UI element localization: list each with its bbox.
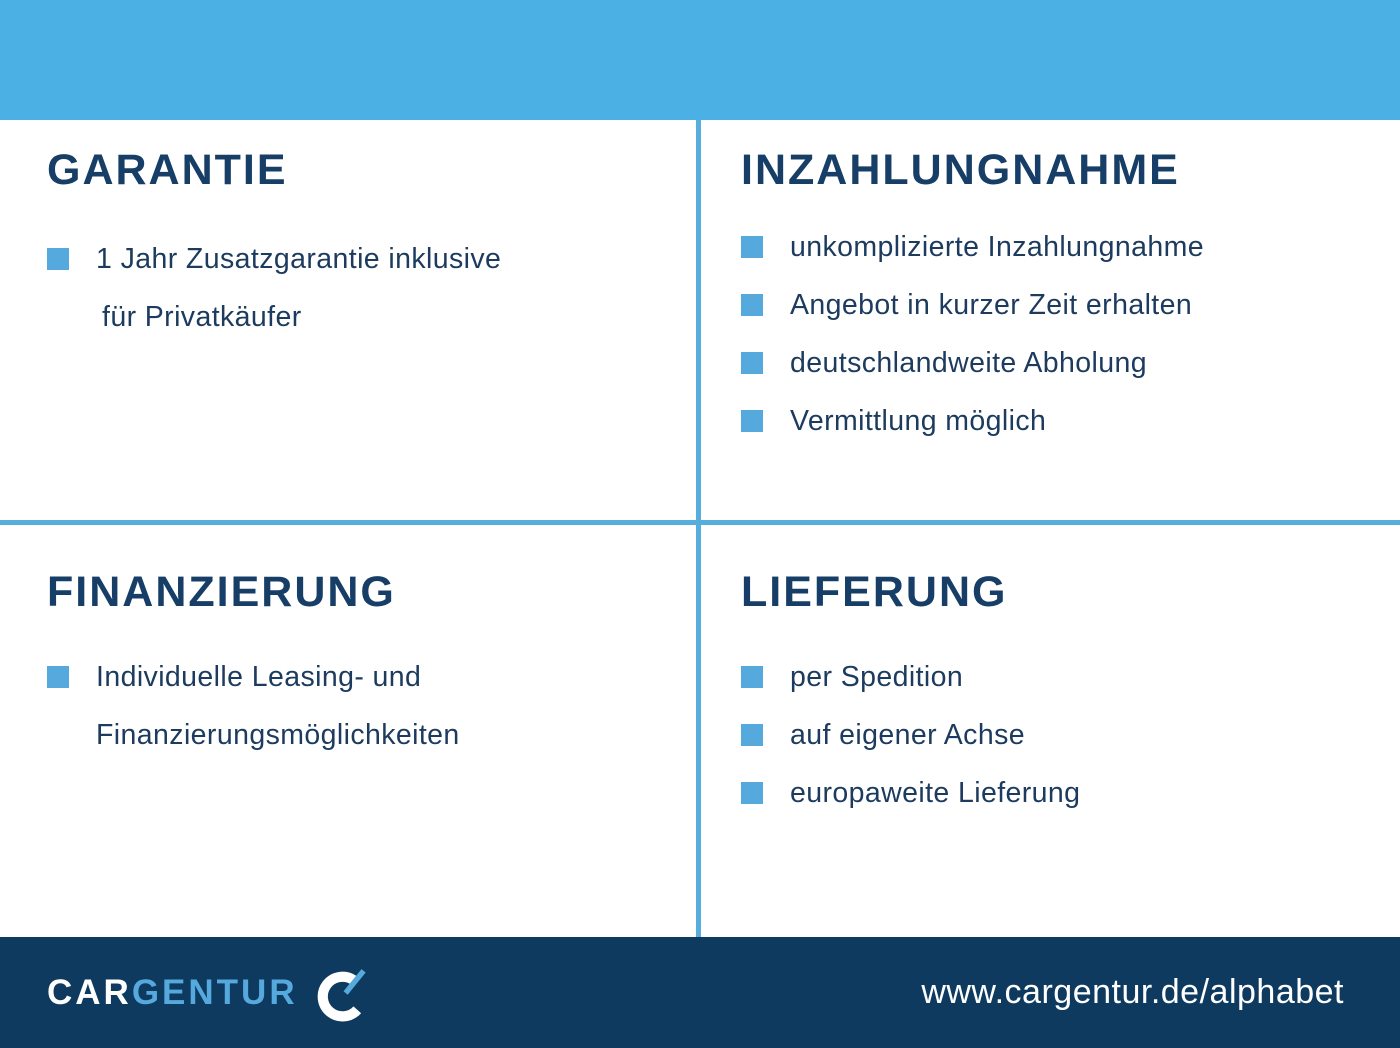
list-item-text xyxy=(790,276,1192,334)
section-title-garantie: GARANTIE xyxy=(47,146,288,194)
list-item-line: unkomplizierte Inzahlungnahme xyxy=(790,231,1205,264)
inzahlungnahme-list xyxy=(741,218,1380,450)
list-item-text xyxy=(790,218,1204,276)
list-item-line: Angebot in kurzer Zeit erhalten xyxy=(790,289,1193,322)
content-grid xyxy=(0,120,1400,937)
list-item-line: Individuelle Leasing- und xyxy=(96,661,422,694)
header-accent-bar xyxy=(0,0,1400,120)
list-item-line: Finanzierungsmöglichkeiten xyxy=(96,719,460,752)
wordmark-gentur: GENTUR xyxy=(131,973,298,1012)
bullet-square-icon xyxy=(741,352,763,374)
bullet-square-icon xyxy=(47,248,69,270)
list-item xyxy=(741,218,1380,276)
bullet-square-icon xyxy=(741,724,763,746)
list-item-text xyxy=(790,706,1025,764)
list-item-line: deutschlandweite Abholung xyxy=(790,347,1148,380)
list-item-line: europaweite Lieferung xyxy=(790,777,1081,810)
list-item-line: 1 Jahr Zusatzgarantie inklusive xyxy=(96,243,502,276)
list-item-text xyxy=(790,334,1147,392)
cargentur-wordmark xyxy=(47,975,298,1010)
list-item xyxy=(741,392,1380,450)
bullet-square-icon xyxy=(741,294,763,316)
list-item-text xyxy=(790,764,1080,822)
section-title-lieferung: LIEFERUNG xyxy=(741,568,1008,616)
list-item xyxy=(741,764,1380,822)
section-lieferung xyxy=(701,525,1400,937)
cargentur-logo xyxy=(47,963,372,1023)
website-url: www.cargentur.de/alphabet xyxy=(921,973,1344,1011)
section-title-finanzierung: FINANZIERUNG xyxy=(47,568,396,616)
list-item xyxy=(47,230,676,346)
list-item-text xyxy=(790,392,1046,450)
list-item-text xyxy=(96,230,501,346)
lieferung-list xyxy=(741,648,1380,822)
vertical-divider xyxy=(696,120,701,937)
list-item xyxy=(741,276,1380,334)
list-item-line: auf eigener Achse xyxy=(790,719,1025,752)
list-item xyxy=(47,648,676,764)
list-item xyxy=(741,706,1380,764)
horizontal-divider xyxy=(0,520,1400,525)
list-item-line: für Privatkäufer xyxy=(102,301,302,334)
list-item-text xyxy=(96,648,460,764)
finanzierung-list xyxy=(47,648,676,764)
bullet-square-icon xyxy=(741,410,763,432)
bullet-square-icon xyxy=(741,782,763,804)
list-item-line: per Spedition xyxy=(790,661,964,694)
bullet-square-icon xyxy=(47,666,69,688)
section-title-inzahlungnahme: INZAHLUNGNAHME xyxy=(741,146,1180,194)
section-finanzierung xyxy=(0,525,696,937)
section-inzahlungnahme xyxy=(701,120,1400,520)
footer-bar xyxy=(0,937,1400,1048)
bullet-square-icon xyxy=(741,666,763,688)
list-item-text xyxy=(790,648,963,706)
section-garantie xyxy=(0,120,696,520)
garantie-list xyxy=(47,230,676,346)
list-item-line: Vermittlung möglich xyxy=(790,405,1047,438)
wordmark-car: CAR xyxy=(47,973,132,1012)
cargentur-logomark-icon xyxy=(312,963,372,1023)
list-item xyxy=(741,334,1380,392)
bullet-square-icon xyxy=(741,236,763,258)
list-item xyxy=(741,648,1380,706)
